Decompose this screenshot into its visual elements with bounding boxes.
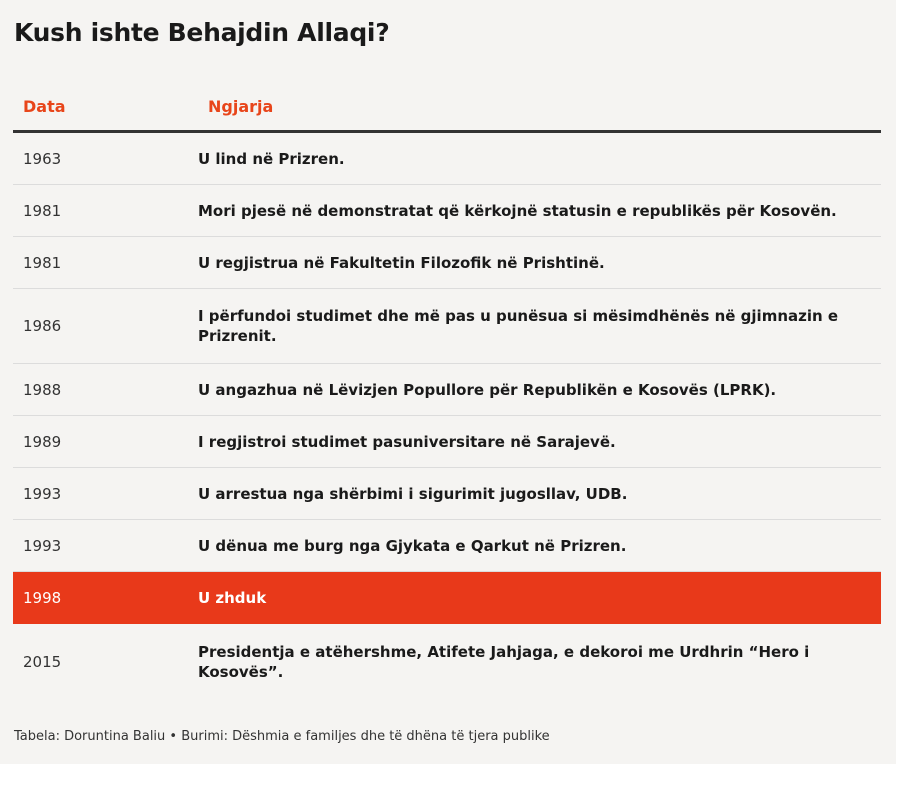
row-event: U arrestua nga shërbimi i sigurimit jugosllav, UDB. — [198, 484, 628, 503]
table-row — [13, 624, 881, 699]
row-date: 2015 — [23, 652, 62, 671]
row-date: 1981 — [23, 201, 62, 220]
row-event: Mori pjesë në demonstratat që kërkojnë statusin e republikës për Kosovën. — [198, 201, 837, 220]
row-date: 1989 — [23, 432, 62, 451]
row-date: 1963 — [23, 149, 62, 168]
row-date: 1993 — [23, 484, 62, 503]
row-event: U zhduk — [198, 589, 267, 607]
table-row — [13, 289, 881, 364]
row-event: I regjistroi studimet pasuniversitare në Sarajevë. — [198, 432, 616, 451]
table-row-highlighted — [13, 572, 881, 624]
table-header — [13, 82, 881, 133]
row-event: Presidentja e atëhershme, Atifete Jahjaga, e dekoroi me Urdhrin “Hero i Kosovës”. — [198, 642, 810, 681]
row-event: U lind në Prizren. — [198, 149, 345, 168]
row-date: 1988 — [23, 380, 62, 399]
table-row — [13, 185, 881, 237]
timeline-table — [13, 82, 881, 699]
table-row — [13, 416, 881, 468]
table-row — [13, 520, 881, 572]
source-footer: Tabela: Doruntina Baliu • Burimi: Dëshmia e familjes dhe të dhëna të tjera publike — [14, 729, 550, 744]
row-event: U dënua me burg nga Gjykata e Qarkut në Prizren. — [198, 536, 627, 555]
table-row — [13, 133, 881, 185]
row-event: I përfundoi studimet dhe më pas u punësua si mësimdhënës në gjimnazin e Prizrenit. — [198, 307, 839, 345]
row-date: 1993 — [23, 536, 62, 555]
page-title: Kush ishte Behajdin Allaqi? — [14, 18, 390, 47]
row-date: 1998 — [23, 589, 62, 607]
row-event: U regjistrua në Fakultetin Filozofik në Prishtinë. — [198, 253, 605, 272]
row-event: U angazhua në Lëvizjen Popullore për Republikën e Kosovës (LPRK). — [198, 380, 777, 399]
table-row — [13, 364, 881, 416]
column-header-event: Ngjarja — [208, 97, 274, 116]
table-row — [13, 468, 881, 520]
row-date: 1986 — [23, 317, 62, 335]
column-header-date: Data — [23, 97, 66, 116]
row-date: 1981 — [23, 253, 62, 272]
table-row — [13, 237, 881, 289]
